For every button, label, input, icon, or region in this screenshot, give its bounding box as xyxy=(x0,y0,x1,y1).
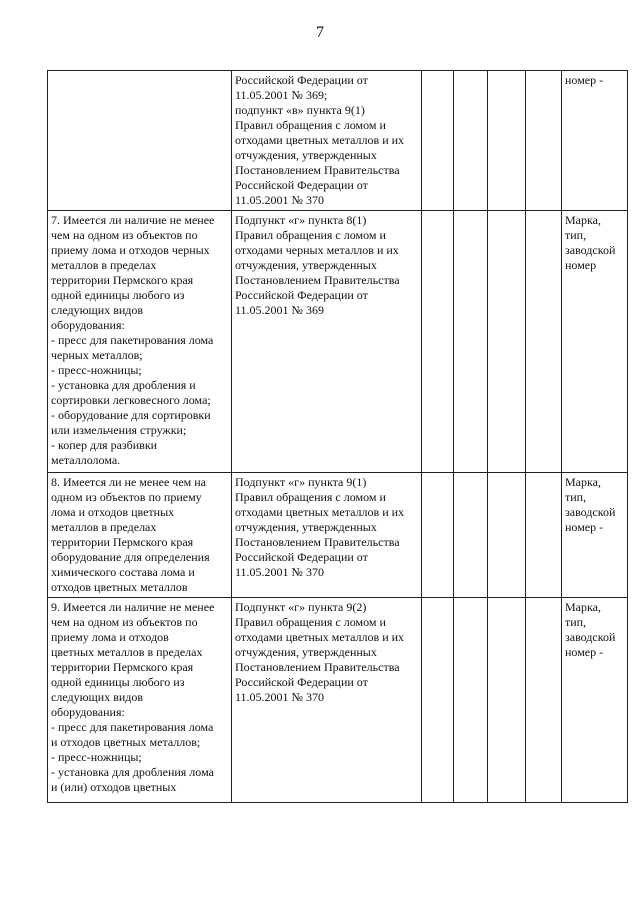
text-line: и отходов цветных металлов; xyxy=(51,735,201,749)
note-cell xyxy=(562,598,628,803)
text-line: Российской Федерации от xyxy=(235,675,368,689)
answer-cell xyxy=(526,71,562,211)
text-line: приему лома и отходов черных xyxy=(51,243,210,257)
text-line: 11.05.2001 № 370 xyxy=(235,690,325,704)
text-line: номер - xyxy=(565,73,604,87)
text-line: химического состава лома и xyxy=(51,565,195,579)
answer-cell xyxy=(422,473,454,598)
text-line: 11.05.2001 № 369 xyxy=(235,303,325,317)
page-number: 7 xyxy=(316,24,324,41)
answer-cell xyxy=(526,598,562,803)
answer-cell xyxy=(454,211,488,473)
text-line: Постановлением Правительства xyxy=(235,273,400,287)
answer-cell xyxy=(422,211,454,473)
text-line: чем на одном из объектов по xyxy=(51,615,198,629)
answer-cell xyxy=(526,473,562,598)
text-line: отчуждения, утвержденных xyxy=(235,520,377,534)
text-line: Российской Федерации от xyxy=(235,288,368,302)
text-line: 11.05.2001 № 370 xyxy=(235,193,325,207)
text-line: Подпункт «г» пункта 9(1) xyxy=(235,475,367,489)
answer-cell xyxy=(488,71,526,211)
question-cell xyxy=(48,473,232,598)
text-line: Марка, тип, xyxy=(565,600,601,629)
answer-cell xyxy=(454,71,488,211)
text-line: номер xyxy=(565,258,597,272)
text-line: или измельчения стружки; xyxy=(51,423,187,437)
text-line: Постановлением Правительства xyxy=(235,660,400,674)
text-line: чем на одном из объектов по xyxy=(51,228,198,242)
text-line: Марка, тип, xyxy=(565,475,601,504)
text-line: отходов цветных металлов xyxy=(51,580,188,594)
text-line: Российской Федерации от xyxy=(235,178,368,192)
note-cell xyxy=(562,473,628,598)
legal-reference-cell xyxy=(232,473,422,598)
text-line: 7. Имеется ли наличие не менее xyxy=(51,213,215,227)
text-line: - копер для разбивки xyxy=(51,438,158,452)
text-line: одной единицы любого из xyxy=(51,675,185,689)
text-line: территории Пермского края xyxy=(51,273,194,287)
text-line: подпункт «в» пункта 9(1) xyxy=(235,103,365,117)
answer-cell xyxy=(526,211,562,473)
note-cell xyxy=(562,211,628,473)
text-line: металлов в пределах xyxy=(51,520,157,534)
text-line: номер - xyxy=(565,520,604,534)
text-line: оборудования: xyxy=(51,705,125,719)
text-line: лома и отходов цветных xyxy=(51,505,175,519)
text-line: Подпункт «г» пункта 9(2) xyxy=(235,600,367,614)
text-line: отходами цветных металлов и их xyxy=(235,630,405,644)
text-line: 11.05.2001 № 370 xyxy=(235,565,325,579)
text-line: 8. Имеется ли не менее чем на xyxy=(51,475,207,489)
answer-cell xyxy=(454,598,488,803)
text-line: цветных металлов в пределах xyxy=(51,645,203,659)
text-line: следующих видов xyxy=(51,303,144,317)
text-line: - пресс-ножницы; xyxy=(51,750,142,764)
text-line: Правил обращения с ломом и xyxy=(235,490,386,504)
answer-cell xyxy=(488,473,526,598)
text-line: металлолома. xyxy=(51,453,121,467)
checklist-body xyxy=(48,71,628,803)
text-line: одном из объектов по приему xyxy=(51,490,202,504)
question-cell xyxy=(48,71,232,211)
text-line: территории Пермского края xyxy=(51,660,194,674)
text-line: оборудование для определения xyxy=(51,550,210,564)
text-line: - пресс для пакетирования лома xyxy=(51,333,214,347)
text-line: заводской xyxy=(565,630,616,644)
text-line: сортировки легковесного лома; xyxy=(51,393,211,407)
text-line: - установка для дробления лома xyxy=(51,765,214,779)
text-line: и (или) отходов цветных xyxy=(51,780,177,794)
text-line: Российской Федерации от xyxy=(235,73,368,87)
text-line: одной единицы любого из xyxy=(51,288,185,302)
text-line: Постановлением Правительства xyxy=(235,163,400,177)
legal-reference-cell xyxy=(232,211,422,473)
note-cell xyxy=(562,71,628,211)
answer-cell xyxy=(422,71,454,211)
legal-reference-cell xyxy=(232,598,422,803)
text-line: черных металлов; xyxy=(51,348,143,362)
text-line: - оборудование для сортировки xyxy=(51,408,211,422)
text-line: следующих видов xyxy=(51,690,144,704)
answer-cell xyxy=(454,473,488,598)
text-line: Правил обращения с ломом и xyxy=(235,228,386,242)
table-row xyxy=(48,598,628,803)
table-row xyxy=(48,71,628,211)
text-line: 11.05.2001 № 369; xyxy=(235,88,328,102)
text-line: отчуждения, утвержденных xyxy=(235,645,377,659)
text-line: заводской xyxy=(565,505,616,519)
text-line: - пресс для пакетирования лома xyxy=(51,720,214,734)
text-line: - установка для дробления и xyxy=(51,378,196,392)
text-line: номер - xyxy=(565,645,604,659)
text-line: 9. Имеется ли наличие не менее xyxy=(51,600,215,614)
answer-cell xyxy=(488,598,526,803)
text-line: - пресс-ножницы; xyxy=(51,363,142,377)
text-line: Подпункт «г» пункта 8(1) xyxy=(235,213,367,227)
text-line: Постановлением Правительства xyxy=(235,535,400,549)
text-line: Российской Федерации от xyxy=(235,550,368,564)
text-line: отчуждения, утвержденных xyxy=(235,148,377,162)
text-line: приему лома и отходов xyxy=(51,630,169,644)
answer-cell xyxy=(422,598,454,803)
answer-cell xyxy=(488,211,526,473)
text-line: Марка, тип, xyxy=(565,213,601,242)
text-line: территории Пермского края xyxy=(51,535,194,549)
text-line: Правил обращения с ломом и xyxy=(235,118,386,132)
table-row xyxy=(48,211,628,473)
text-line: металлов в пределах xyxy=(51,258,157,272)
table-row xyxy=(48,473,628,598)
text-line: отходами цветных металлов и их xyxy=(235,505,405,519)
question-cell xyxy=(48,211,232,473)
text-line: отходами цветных металлов и их xyxy=(235,133,405,147)
text-line: заводской xyxy=(565,243,616,257)
text-line: оборудования: xyxy=(51,318,125,332)
text-line: Правил обращения с ломом и xyxy=(235,615,386,629)
text-line: отчуждения, утвержденных xyxy=(235,258,377,272)
question-cell xyxy=(48,598,232,803)
checklist-table xyxy=(47,70,628,803)
legal-reference-cell xyxy=(232,71,422,211)
text-line: отходами черных металлов и их xyxy=(235,243,399,257)
